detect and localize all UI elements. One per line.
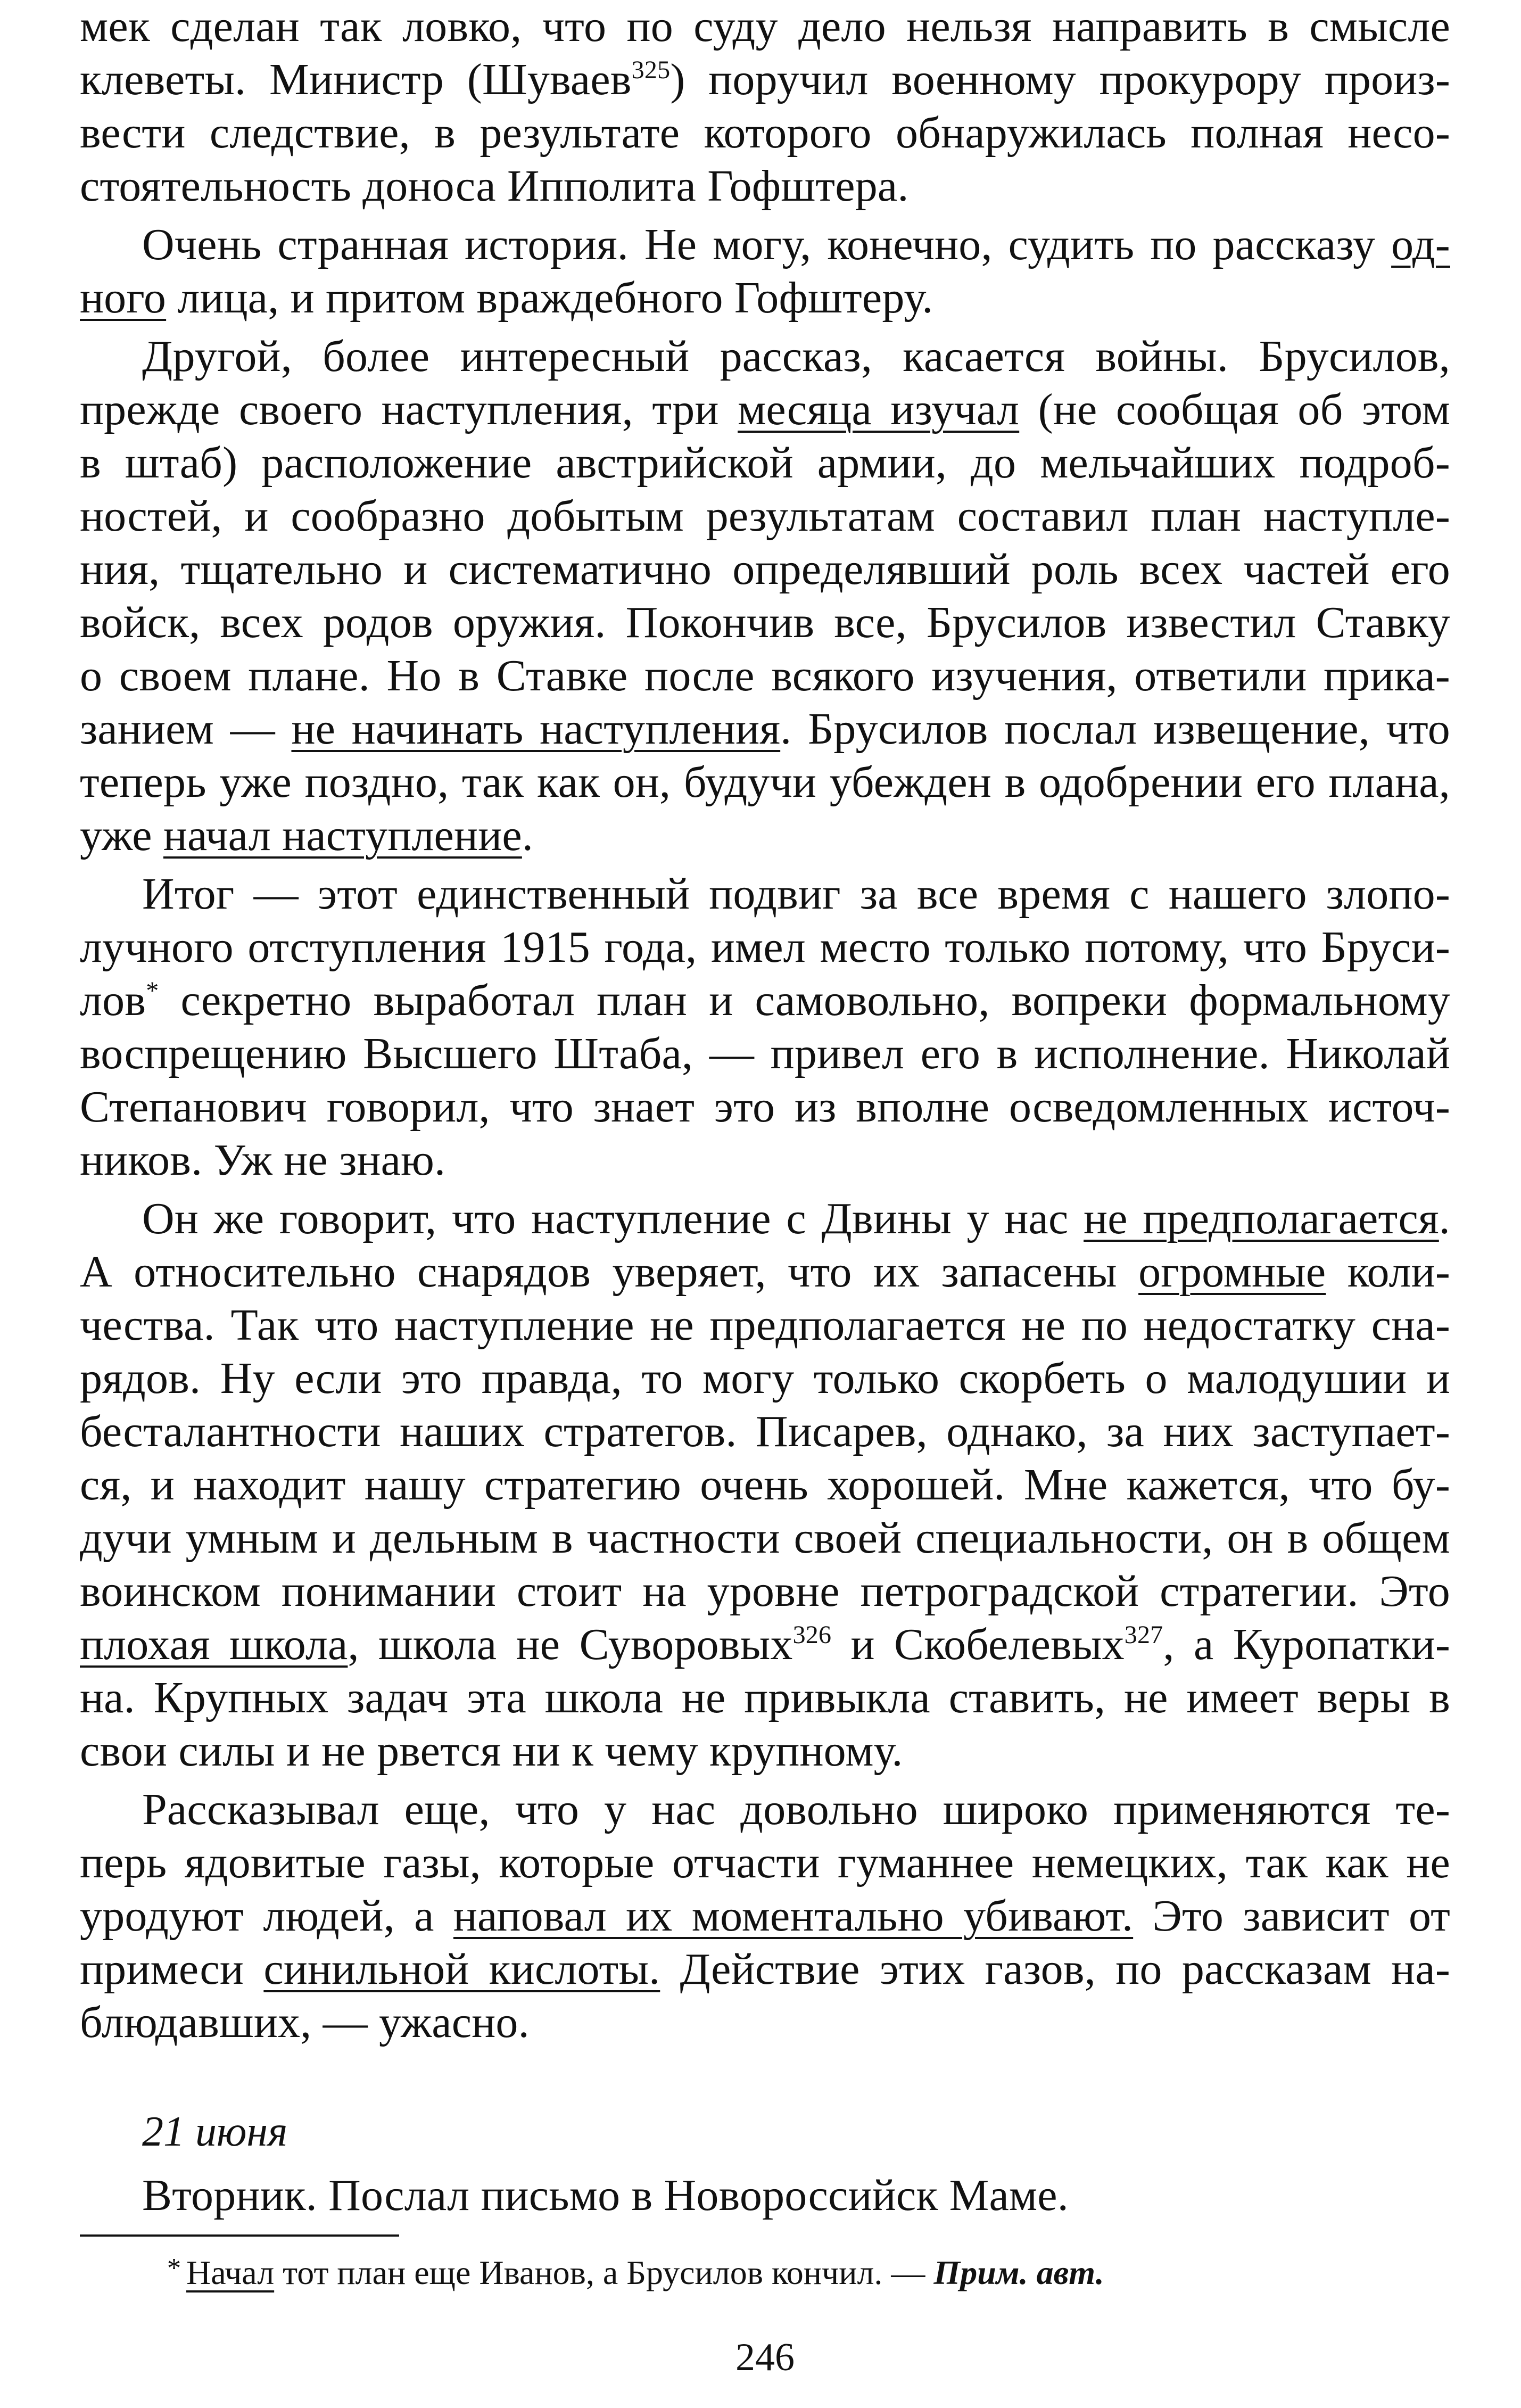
text-line [80, 1890, 1450, 1943]
underlined-text: плохая школа [80, 1620, 348, 1669]
endnote-ref: 326 [792, 1621, 832, 1649]
text-line: стоятельность доноса Ипполита Гофштера. [80, 161, 909, 211]
text-span: коли- [1326, 1247, 1450, 1297]
text-line: воспрещению Высшего Штаба, — привел его в исполнение. Николай [80, 1029, 1450, 1078]
text-span: Это зависит от [1133, 1891, 1450, 1941]
text-line: перь ядовитые газы, которые отчасти гуманнее немецких, так как не [80, 1838, 1450, 1887]
text-line: Рассказывал еще, что у нас довольно широко применяются те- [142, 1785, 1450, 1834]
underlined-text: синильной кислоты. [263, 1944, 660, 1994]
underlined-text: наповал их моментально убивают. [453, 1891, 1134, 1941]
footnote [167, 2252, 1104, 2294]
text-span: клеветы. Министр (Шуваев [80, 55, 632, 104]
text-line: бесталантности наших стратегов. Писарев, однако, за них заступает- [80, 1407, 1450, 1456]
text-line: ностей, и сообразно добытым результатам составил план наступле- [80, 491, 1450, 541]
text-span: , а Куропатки- [1163, 1620, 1450, 1669]
footnote-text: тот план еще Иванов, а Брусилов кончил. — [274, 2254, 934, 2291]
text-line: войск, всех родов оружия. Покончив все, Брусилов известил Ставку [80, 598, 1450, 647]
text-span: примеси [80, 1944, 264, 1994]
text-line [80, 1618, 1450, 1671]
text-line: воинском понимании стоит на уровне петроградской стратегии. Это [80, 1566, 1450, 1616]
text-line: мек сделан так ловко, что по суду дело нельзя направить в смысле [80, 2, 1450, 51]
text-line: вести следствие, в результате которого обнаружилась полная несо- [80, 108, 1450, 158]
text-line: блюдавших, — ужасно. [80, 1998, 530, 2047]
underlined-text: не предполагается [1084, 1194, 1439, 1243]
text-span: лов [80, 976, 146, 1025]
page-number: 246 [735, 2336, 795, 2379]
text-line [80, 53, 1450, 106]
footnote-marker: * [167, 2253, 181, 2283]
underlined-text: месяца изучал [738, 385, 1020, 434]
text-line: Другой, более интересный рассказ, касается войны. Брусилов, [142, 332, 1450, 381]
text-span: Он же говорит, что наступление с Двины у нас [142, 1194, 1084, 1243]
text-span: ) поручил военному прокурору произ- [670, 55, 1450, 104]
endnote-ref: 325 [631, 56, 671, 84]
underlined-text: од- [1391, 220, 1450, 269]
footnote-marker: * [146, 977, 159, 1005]
underlined-text: не начинать наступления [291, 704, 781, 754]
text-line: ния, тщательно и систематично определявший роль всех частей его [80, 545, 1450, 594]
text-span: . Брусилов послал извещение, что [780, 704, 1450, 754]
text-line: чества. Так что наступление не предполагается не по недостатку сна- [80, 1300, 1450, 1350]
diary-date: 21 июня [142, 2108, 288, 2155]
underlined-text: Начал [186, 2254, 275, 2291]
text-line [80, 1943, 1450, 1996]
text-span: Очень странная история. Не могу, конечно, судить по рассказу [142, 220, 1392, 269]
underlined-text: начал наступление [163, 811, 522, 860]
text-line [80, 1192, 1450, 1246]
endnote-ref: 327 [1124, 1621, 1163, 1649]
text-span: уже [80, 811, 163, 860]
footnote-attribution: Прим. авт. [933, 2254, 1104, 2291]
text-line: дучи умным и дельным в частности своей специальности, он в общем [80, 1513, 1450, 1563]
text-span: прежде своего наступления, три [80, 385, 738, 434]
text-span: уродуют людей, а [80, 1891, 453, 1941]
text-line [80, 974, 1450, 1027]
text-span: (не сообщая об этом [1019, 385, 1450, 434]
text-span: , школа не Суворовых [348, 1620, 793, 1669]
text-span: . [522, 811, 534, 860]
text-line [80, 809, 1450, 862]
text-span: А относительно снарядов уверяет, что их запасены [80, 1247, 1139, 1297]
text-line: Степанович говорил, что знает это из вполне осведомленных источ- [80, 1082, 1450, 1132]
text-line: на. Крупных задач эта школа не привыкла ставить, не имеет веры в [80, 1673, 1450, 1722]
text-line: в штаб) расположение австрийской армии, до мельчайших подроб- [80, 438, 1450, 488]
text-span: и Скобелевых [831, 1620, 1125, 1669]
text-line: Вторник. Послал письмо в Новороссийск Маме. [142, 2171, 1069, 2220]
underlined-text: ного [80, 273, 167, 323]
text-line [80, 703, 1450, 756]
text-line: ся, и находит нашу стратегию очень хорошей. Мне кажется, что бу- [80, 1460, 1450, 1510]
text-line: лучного отступления 1915 года, имел место только потому, что Бруси- [80, 922, 1450, 972]
text-span: лица, и притом враждебного Гофштеру. [166, 273, 933, 323]
text-line: о своем плане. Но в Ставке после всякого изучения, ответили прика- [80, 651, 1450, 700]
text-line: рядов. Ну если это правда, то могу только скорбеть о малодушии и [80, 1354, 1450, 1403]
underlined-text: огромные [1138, 1247, 1326, 1297]
footnote-rule [80, 2234, 399, 2237]
text-line: теперь уже поздно, так как он, будучи убежден в одобрении его плана, [80, 757, 1450, 807]
text-span: . [1439, 1194, 1450, 1243]
text-line [80, 383, 1450, 436]
text-line: Итог — этот единственный подвиг за все время с нашего злопо- [142, 869, 1450, 919]
text-line: ников. Уж не знаю. [80, 1135, 446, 1185]
text-line [80, 271, 1450, 325]
text-span: секретно выработал план и самовольно, вопреки формальному [159, 976, 1450, 1025]
text-span: занием — [80, 704, 292, 754]
text-line [80, 1246, 1450, 1299]
text-line: свои силы и не рвется ни к чему крупному. [80, 1726, 903, 1776]
text-line [80, 218, 1450, 271]
text-span: Действие этих газов, по рассказам на- [660, 1944, 1450, 1994]
